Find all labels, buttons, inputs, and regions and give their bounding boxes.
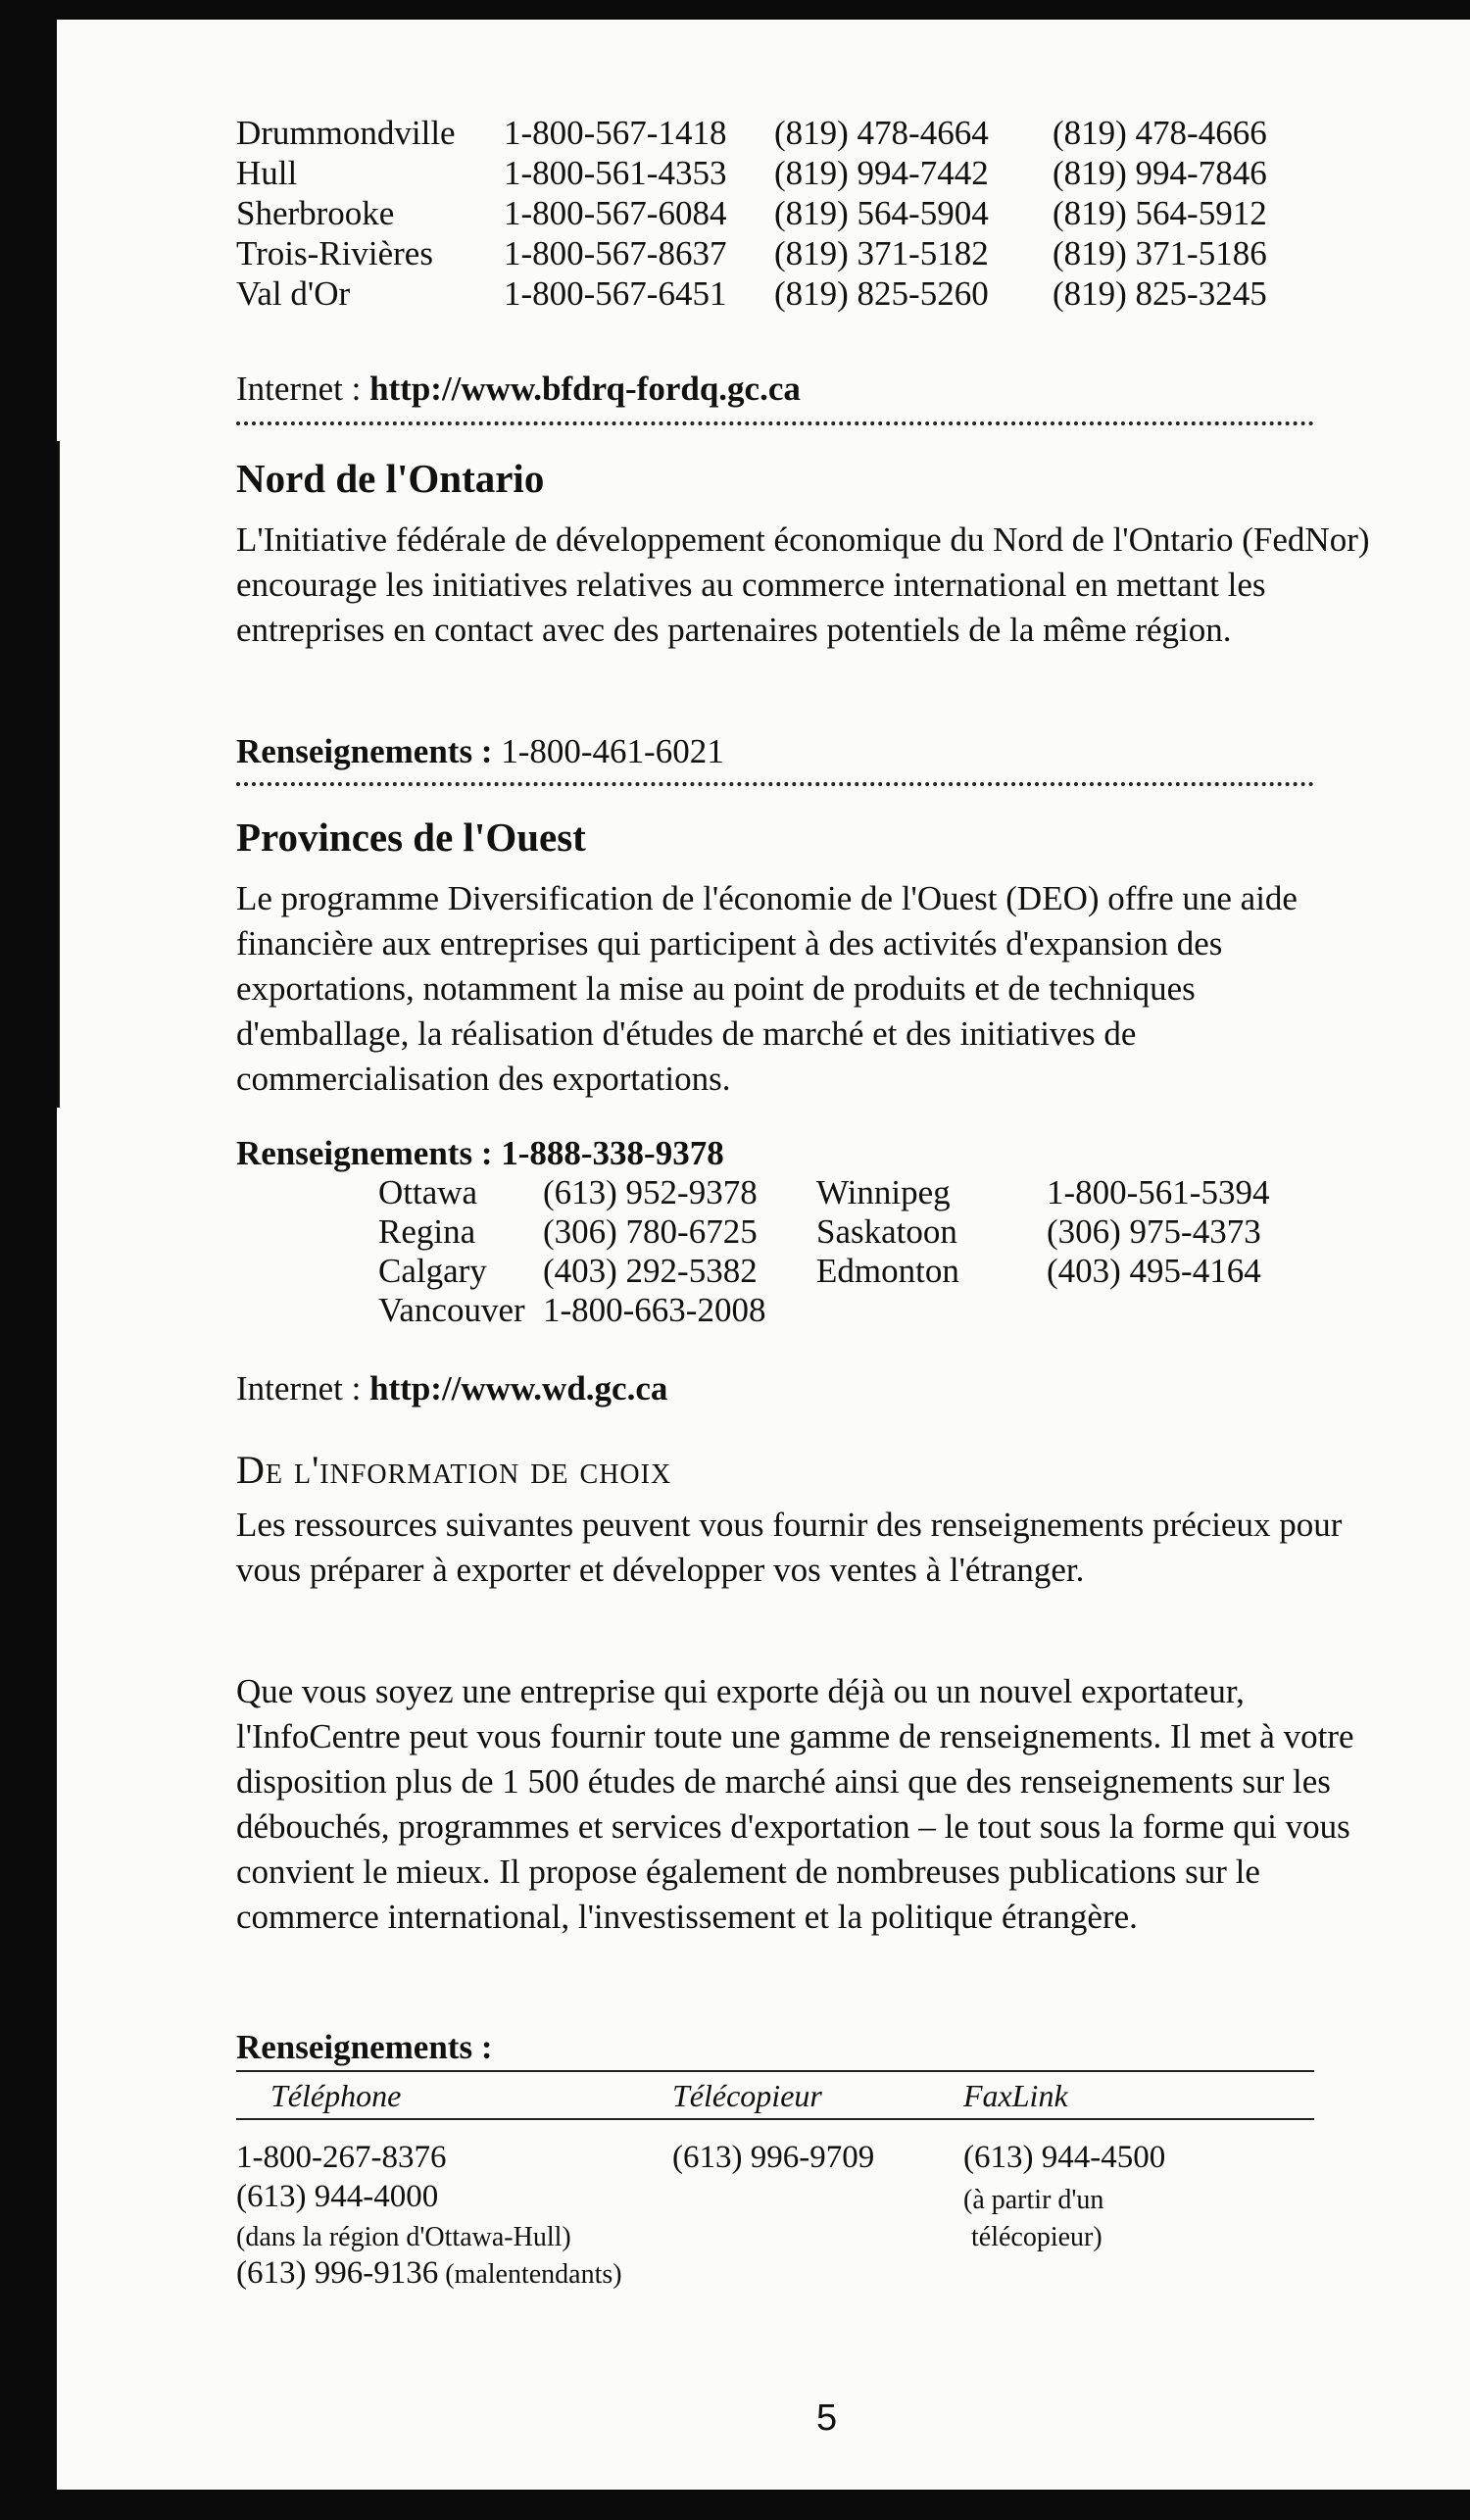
office-phone: (819) 478-4664	[774, 114, 989, 152]
infocentre-description: Que vous soyez une entreprise qui exporte déjà ou un nouvel exportateur, l'InfoCentre peut vous fournir toute une gamme de renseignements. Il met à votre disposition plus de 1 500 études de marché ainsi que des renseignements sur les débouchés, programmes et services d'exportation – le tout sous la forme qui vous convient le mieux. Il propose également de nombreuses publications sur le commerce international, l'investissement et la politique étrangère.	[236, 1672, 1354, 1936]
office-toll-free: 1-800-567-6451	[504, 274, 727, 313]
telephone-tty	[236, 2254, 622, 2294]
page-number: 5	[816, 2397, 838, 2439]
telecopieur-number: (613) 996-9709	[672, 2140, 875, 2175]
section-divider	[236, 421, 1314, 425]
west-office-number: (306) 975-4373	[1047, 1212, 1261, 1251]
office-city: Drummondville	[236, 114, 456, 152]
faxlink-note-1: (à partir d'un	[963, 2185, 1104, 2215]
provinces-ouest-body: Le programme Diversification de l'économie de l'Ouest (DEO) offre une aide financière aux entreprises qui participent à des activités d'expansion des exportations, notamment la mise au point de produits et de techniques d'emballage, la réalisation d'études de marché et des initiatives de commercialisation des exportations.	[236, 879, 1298, 1098]
west-office-city: Ottawa	[378, 1173, 478, 1211]
faxlink-note-2: télécopieur)	[971, 2222, 1102, 2252]
west-office-city: Vancouver	[378, 1291, 525, 1329]
margin-line	[57, 441, 60, 1108]
office-phone: (819) 994-7442	[774, 154, 989, 192]
west-office-city: Winnipeg	[816, 1173, 951, 1211]
office-fax: (819) 825-3245	[1053, 274, 1267, 313]
internet-label: Internet :	[236, 1369, 370, 1408]
office-phone: (819) 371-5182	[774, 234, 989, 272]
west-office-city: Regina	[378, 1212, 476, 1251]
provinces-ouest-info: Renseignements : 1-888-338-9378	[236, 1134, 724, 1172]
col-telecopieur: Télécopieur	[672, 2078, 822, 2113]
info-number: 1-800-461-6021	[492, 732, 724, 770]
telephone-tty-number: (613) 996-9136	[236, 2255, 439, 2291]
information-choix-heading: De l'information de choix	[236, 1448, 672, 1492]
office-toll-free: 1-800-567-1418	[504, 114, 727, 152]
telephone-local: (613) 944-4000	[236, 2179, 439, 2214]
nord-ontario-heading: Nord de l'Ontario	[236, 456, 545, 501]
telephone-tty-note: (malentendants)	[438, 2259, 622, 2290]
office-fax: (819) 478-4666	[1053, 114, 1267, 152]
col-telephone: Téléphone	[270, 2078, 402, 2113]
west-office-number: 1-800-561-5394	[1047, 1173, 1270, 1211]
table-header-rule	[236, 2118, 1314, 2120]
office-city: Val d'Or	[236, 274, 351, 313]
col-faxlink: FaxLink	[963, 2078, 1068, 2113]
west-internet-line	[236, 1368, 667, 1408]
west-office-number: (403) 292-5382	[543, 1252, 758, 1290]
west-internet-link[interactable]: http://www.wd.gc.ca	[369, 1369, 668, 1408]
west-office-number: (613) 952-9378	[543, 1173, 758, 1211]
office-fax: (819) 371-5186	[1053, 234, 1267, 272]
document-page	[57, 20, 1470, 2490]
info-label: Renseignements :	[236, 732, 493, 770]
west-office-city: Edmonton	[816, 1252, 959, 1290]
infocentre-info-label: Renseignements :	[236, 2028, 493, 2066]
office-fax: (819) 994-7846	[1053, 154, 1267, 192]
office-toll-free: 1-800-561-4353	[504, 154, 727, 192]
telephone-local-note: (dans la région d'Ottawa-Hull)	[236, 2222, 571, 2252]
west-office-number: (306) 780-6725	[543, 1212, 758, 1251]
office-city: Sherbrooke	[236, 194, 395, 232]
table-top-rule	[236, 2070, 1314, 2072]
west-office-number: (403) 495-4164	[1047, 1252, 1261, 1290]
office-row	[236, 233, 1278, 273]
internet-label: Internet :	[236, 370, 370, 408]
quebec-offices-table	[236, 113, 1278, 314]
office-city: Hull	[236, 154, 298, 192]
information-choix-intro: Les ressources suivantes peuvent vous fournir des renseignements précieux pour vous préparer à exporter et développer vos ventes à l'étranger.	[236, 1506, 1343, 1589]
west-office-city: Saskatoon	[816, 1212, 957, 1251]
quebec-internet-link[interactable]: http://www.bfdrq-fordq.gc.ca	[369, 370, 801, 408]
office-row	[236, 113, 1278, 153]
telephone-main: 1-800-267-8376	[236, 2140, 447, 2175]
nord-ontario-info	[236, 731, 724, 771]
office-toll-free: 1-800-567-6084	[504, 194, 727, 232]
office-row	[236, 193, 1278, 233]
office-fax: (819) 564-5912	[1053, 194, 1267, 232]
nord-ontario-body: L'Initiative fédérale de développement économique du Nord de l'Ontario (FedNor) encourage les initiatives relatives au commerce international en mettant les entreprises en contact avec des partenaires potentiels de la même région.	[236, 520, 1370, 649]
provinces-ouest-heading: Provinces de l'Ouest	[236, 815, 586, 860]
section-divider	[236, 782, 1314, 786]
office-city: Trois-Rivières	[236, 234, 433, 272]
office-toll-free: 1-800-567-8637	[504, 234, 727, 272]
west-office-city: Calgary	[378, 1252, 487, 1290]
west-office-number: 1-800-663-2008	[543, 1291, 766, 1329]
office-row	[236, 273, 1278, 314]
office-phone: (819) 825-5260	[774, 274, 989, 313]
office-phone: (819) 564-5904	[774, 194, 989, 232]
quebec-internet-line	[236, 369, 801, 409]
faxlink-number: (613) 944-4500	[963, 2140, 1166, 2175]
office-row	[236, 153, 1278, 193]
